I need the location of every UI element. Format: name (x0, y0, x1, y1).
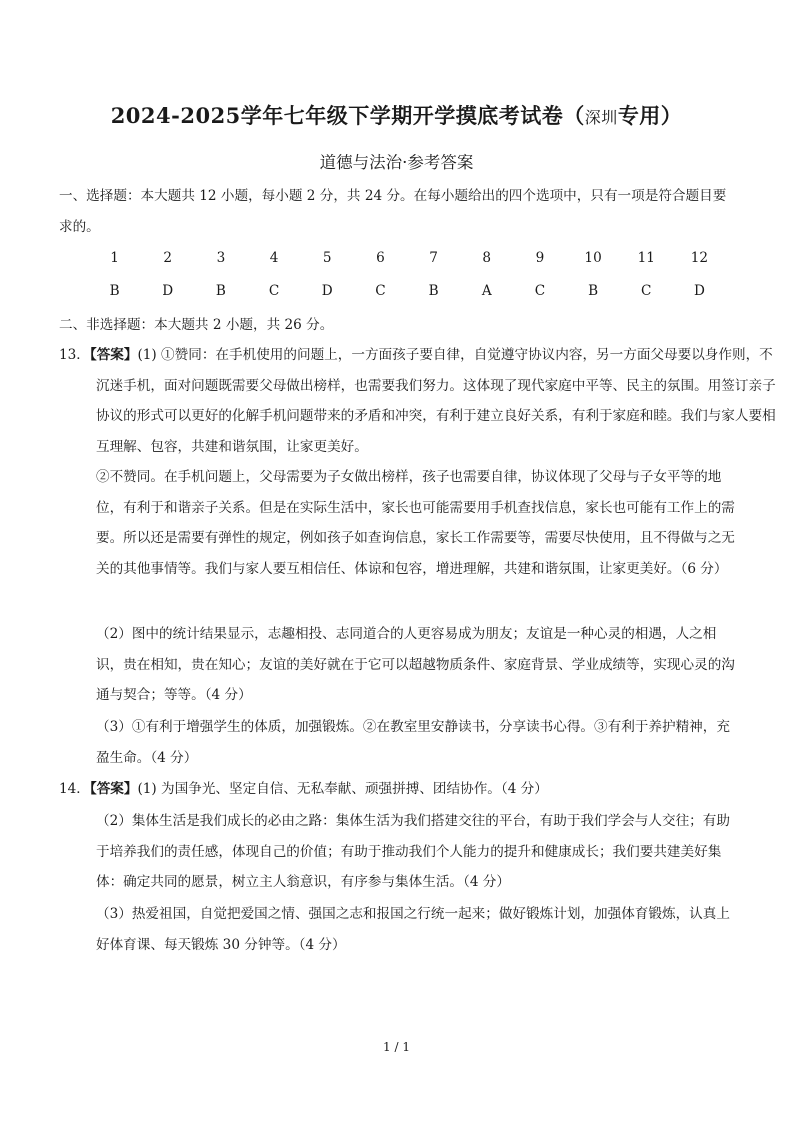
answers-row (88, 283, 726, 299)
question-numbers-row (88, 250, 726, 266)
title-region: 深圳 (584, 108, 618, 127)
answer-letter: D (693, 283, 705, 299)
q13-p1-text: (1) ①赞同：在手机使用的问题上，一方面孩子要自律，自觉遵守协议内容，另一方面父母要以身作则，不沉迷手机，面对问题既需要父母做出榜样，也需要我们努力。这体现了现代家庭中平等、民主的氛围。用签订亲子协议的形式可以更好的化解手机问题带来的矛盾和冲突，有利于建立良好关系，有利于家庭和睦。我们与家人要相互理解、包容，共建和谐氛围，让家更美好。 (96, 347, 776, 455)
question-number: 10 (584, 250, 602, 266)
answer-letter: C (534, 283, 546, 299)
q13-part3: （3）①有利于增强学生的体质，加强锻炼。②在教室里安静读书，分享读书心得。③有利于养护精神，充盈生命。（4 分） (96, 719, 730, 766)
question-number: 5 (322, 250, 332, 266)
q14-part2: （2）集体生活是我们成长的必由之路：集体生活为我们搭建交往的平台，有助于我们学会与人交往；有助于培养我们的责任感，体现自己的价值；有助于推动我们个人能力的提升和健康成长；我们要共建美好集体：确定共同的愿景，树立主人翁意识，有序参与集体生活。（4 分） (96, 813, 730, 890)
q14-answer-tag: 【答案】 (89, 781, 138, 797)
q13-part2: （2）图中的统计结果显示，志趣相投、志同道合的人更容易成为朋友；友谊是一种心灵的相遇，人之相识，贵在相知，贵在知心；友谊的美好就在于它可以超越物质条件、家庭背景、学业成绩等，实现心灵的沟通与契合；等等。（4 分） (96, 626, 735, 703)
answer-letter: C (375, 283, 386, 299)
q14-part1 (59, 774, 776, 805)
answer-letter: B (109, 283, 120, 299)
question-number: 11 (637, 250, 655, 266)
question-number: 2 (163, 250, 173, 266)
section1-heading: 一、选择题：本大题共 12 小题，每小题 2 分，共 24 分。在每小题给出的四个选项中，只有一项是符合题目要求的。 (59, 188, 727, 235)
question-number: 8 (482, 250, 492, 266)
question-number: 9 (535, 250, 545, 266)
q13-part1-option2: ②不赞同。在手机问题上，父母需要为子女做出榜样，孩子也需要自律，协议体现了父母与子女平等的地位，有利于和谐亲子关系。但是在实际生活中，家长也可能需要用手机查找信息，家长也可能有工作上的需要。所以还是需要有弹性的规定，例如孩子如查询信息，家长工作需要等，需要尽快使用，且不得做与之无关的其他事情等。我们与家人要互相信任、体谅和包容，增进理解，共建和谐氛围，让家更美好。（6 分） (96, 469, 735, 577)
page-subtitle: 道德与法治·参考答案 (319, 153, 474, 172)
answer-letter: A (481, 283, 492, 299)
q13-part1 (59, 340, 776, 462)
answer-letter: D (162, 283, 174, 299)
question-number: 1 (110, 250, 119, 266)
answer-letter: B (215, 283, 226, 299)
question-number: 12 (690, 250, 709, 266)
title-main: 2024-2025学年七年级下学期开学摸底考试卷（ (110, 103, 585, 128)
q13-answer-tag: 【答案】 (89, 347, 138, 363)
q14-number: 14． (59, 781, 90, 797)
question-number: 7 (429, 250, 438, 266)
answer-letter: D (321, 283, 333, 299)
title-suffix: 专用） (617, 103, 683, 128)
q13-number: 13． (59, 347, 90, 363)
answer-letter: C (268, 283, 280, 299)
question-number: 6 (376, 250, 385, 266)
page-title (0, 100, 793, 130)
answer-letter: B (428, 283, 439, 299)
question-number: 3 (216, 250, 226, 266)
q14-part3: （3）热爱祖国，自觉把爱国之情、强国之志和报国之行统一起来；做好锻炼计划，加强体育锻炼，认真上好体育课、每天锻炼 30 分钟等。（4 分） (96, 906, 730, 953)
page-number: 1 / 1 (383, 1040, 410, 1054)
q14-p1-text: (1) 为国争光、坚定自信、无私奉献、顽强拼搏、团结协作。（4 分） (137, 781, 548, 797)
question-number: 4 (269, 250, 279, 266)
answer-letter: C (641, 283, 652, 299)
section2-heading: 二、非选择题：本大题共 2 小题，共 26 分。 (59, 317, 334, 333)
answer-letter: B (588, 283, 599, 299)
